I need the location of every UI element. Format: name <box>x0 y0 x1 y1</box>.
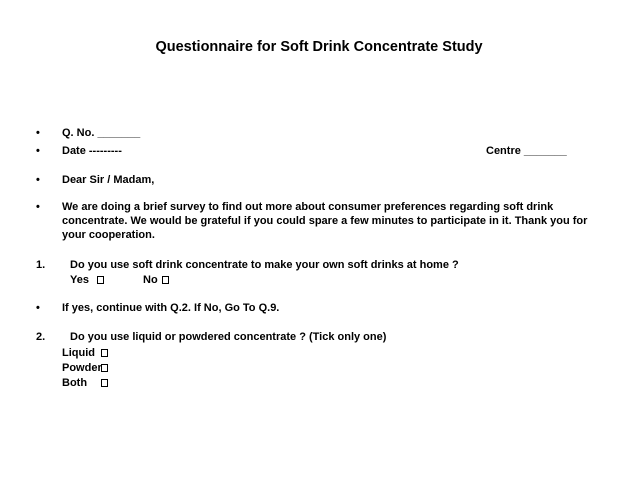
q1-yes-checkbox[interactable] <box>97 276 104 284</box>
q1-option-yes-label: Yes <box>70 274 89 286</box>
q1-no-checkbox[interactable] <box>162 276 169 284</box>
page-title: Questionnaire for Soft Drink Concentrate Study <box>155 39 483 55</box>
bullet-intro: • <box>36 201 40 213</box>
q1-text: Do you use soft drink concentrate to make your own soft drinks at home ? <box>70 259 459 271</box>
q2-text: Do you use liquid or powdered concentrate ? (Tick only one) <box>70 331 387 343</box>
q2-both-checkbox[interactable] <box>101 379 108 387</box>
date-field: Date --------- <box>62 145 122 157</box>
bullet-skip: • <box>36 302 40 314</box>
q2-liquid-checkbox[interactable] <box>101 349 108 357</box>
q2-option-both-label: Both <box>62 377 88 389</box>
q1-option-yes <box>70 273 89 288</box>
q1-option-no <box>143 273 158 288</box>
q2-option-liquid-label: Liquid <box>62 347 95 359</box>
skip-instruction: If yes, continue with Q.2. If No, Go To Q.9. <box>62 302 280 314</box>
q2-number: 2. <box>36 331 46 343</box>
intro-line-3: your cooperation. <box>62 229 155 241</box>
intro-line-2: concentrate. We would be grateful if you could spare a few minutes to participate in it. Thank you for <box>62 215 588 227</box>
bullet-salutation: • <box>36 174 40 186</box>
centre-field: Centre _______ <box>486 145 567 157</box>
bullet-date: • <box>36 145 40 157</box>
salutation: Dear Sir / Madam, <box>62 174 155 186</box>
intro-line-1: We are doing a brief survey to find out more about consumer preferences regarding soft drink <box>62 201 554 213</box>
question-number-field: Q. No. _______ <box>62 127 141 139</box>
q1-option-no-label: No <box>143 274 158 286</box>
q2-option-powder-label: Powder <box>62 362 102 374</box>
q1-number: 1. <box>36 259 46 271</box>
bullet-qno: • <box>36 127 40 139</box>
q2-powder-checkbox[interactable] <box>101 364 108 372</box>
